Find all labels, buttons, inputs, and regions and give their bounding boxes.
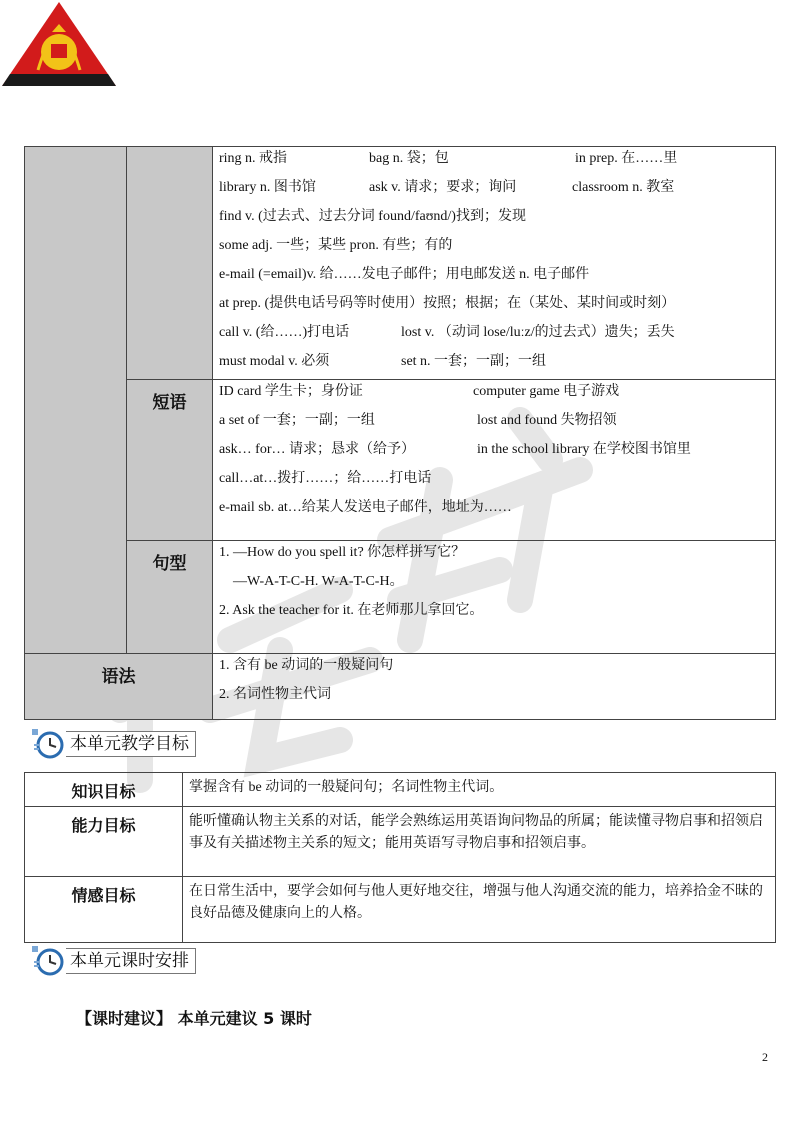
section-schedule-heading bbox=[30, 946, 196, 976]
vocabulary-table bbox=[24, 146, 776, 720]
phrase-ask-for: ask… for… 请求；恳求（给予） bbox=[219, 442, 415, 457]
goal-label-cell bbox=[25, 877, 183, 943]
words-category-cell bbox=[127, 147, 213, 380]
grammar-item-1: 1. 含有 be 动词的一般疑问句 bbox=[219, 658, 394, 673]
phrase-school-library: in the school library 在学校图书馆里 bbox=[477, 442, 691, 457]
phrase-lost-and-found: lost and found 失物招领 bbox=[477, 413, 617, 428]
word-call: call v. (给……)打电话 bbox=[219, 325, 350, 340]
words-cell bbox=[213, 147, 776, 380]
word-lost: lost v. （动词 lose/luːz/的过去式）遗失；丢失 bbox=[401, 325, 675, 340]
word-email: e-mail (=email)v. 给……发电子邮件；用电邮发送 n. 电子邮件 bbox=[219, 267, 590, 282]
word-must: must modal v. 必须 bbox=[219, 354, 330, 369]
word-classroom: classroom n. 教室 bbox=[572, 180, 675, 195]
clock-icon bbox=[30, 729, 66, 759]
ability-goal-text: 能听懂确认物主关系的对话，能学会熟练运用英语询问物品的所属；能读懂寻物启事和招领启事及有关描述物主关系的短文；能用英语写寻物启事和招领启事。 bbox=[189, 814, 763, 851]
word-ring: ring n. 戒指 bbox=[219, 151, 288, 166]
goal-label-cell bbox=[25, 807, 183, 877]
phrase-call-at: call…at…拨打……；给……打电话 bbox=[219, 471, 432, 486]
word-set: set n. 一套；一副；一组 bbox=[401, 354, 547, 369]
emotion-goal-label: 情感目标 bbox=[71, 886, 136, 905]
phrase-computer-game: computer game 电子游戏 bbox=[473, 384, 620, 399]
goal-text-cell bbox=[183, 773, 776, 807]
sentences-cell bbox=[213, 541, 776, 654]
grammar-category-cell bbox=[25, 654, 213, 720]
ability-goal-label: 能力目标 bbox=[71, 816, 136, 835]
goals-table bbox=[24, 772, 776, 943]
goal-text-cell bbox=[183, 807, 776, 877]
emotion-goal-text: 在日常生活中，要学会如何与他人更好地交往，增强与他人沟通交流的能力，培养拾金不昧的良好品德及健康向上的人格。 bbox=[189, 884, 763, 921]
word-at: at prep. (提供电话号码等时使用）按照；根据；在（某处、某时间或时刻） bbox=[219, 296, 676, 311]
phrase-email-at: e-mail sb. at…给某人发送电子邮件，地址为…… bbox=[219, 500, 512, 515]
sentences-category-cell bbox=[127, 541, 213, 654]
word-ask: ask v. 请求；要求；询问 bbox=[369, 180, 517, 195]
knowledge-goal-text: 掌握含有 be 动词的一般疑问句；名词性物主代词。 bbox=[189, 780, 504, 795]
grammar-label: 语法 bbox=[101, 667, 136, 687]
sentence-1-question: 1. —How do you spell it? 你怎样拼写它？ bbox=[219, 545, 466, 560]
section-goals-title: 本单元教学目标 bbox=[66, 731, 196, 757]
sentence-2: 2. Ask the teacher for it. 在老师那儿拿回它。 bbox=[219, 603, 484, 618]
grammar-item-2: 2. 名词性物主代词 bbox=[219, 687, 331, 702]
word-find: find v. (过去式、过去分词 found/faʊnd/)找到；发现 bbox=[219, 209, 526, 224]
knowledge-goal-label: 知识目标 bbox=[71, 782, 136, 801]
word-some: some adj. 一些；某些 pron. 有些；有的 bbox=[219, 238, 453, 253]
sentences-label: 句型 bbox=[152, 554, 187, 574]
phrases-cell bbox=[213, 380, 776, 541]
phrases-label: 短语 bbox=[152, 393, 187, 413]
word-in: in prep. 在……里 bbox=[575, 151, 678, 166]
section-goals-heading bbox=[30, 729, 196, 759]
word-library: library n. 图书馆 bbox=[219, 180, 316, 195]
grammar-cell bbox=[213, 654, 776, 720]
sentence-1-answer: —W-A-T-C-H. W-A-T-C-H。 bbox=[233, 574, 404, 589]
word-bag: bag n. 袋；包 bbox=[369, 151, 449, 166]
phrase-id-card: ID card 学生卡；身份证 bbox=[219, 384, 363, 399]
phrases-category-cell bbox=[127, 380, 213, 541]
left-gray-column bbox=[25, 147, 127, 654]
clock-icon bbox=[30, 946, 66, 976]
page-number: 2 bbox=[762, 1050, 768, 1064]
section-schedule-title: 本单元课时安排 bbox=[66, 948, 196, 974]
lesson-suggestion: 【课时建议】 本单元建议 5 课时 bbox=[76, 1009, 312, 1028]
school-logo bbox=[0, 0, 118, 90]
goal-label-cell bbox=[25, 773, 183, 807]
goal-text-cell bbox=[183, 877, 776, 943]
phrase-a-set-of: a set of 一套；一副；一组 bbox=[219, 413, 375, 428]
